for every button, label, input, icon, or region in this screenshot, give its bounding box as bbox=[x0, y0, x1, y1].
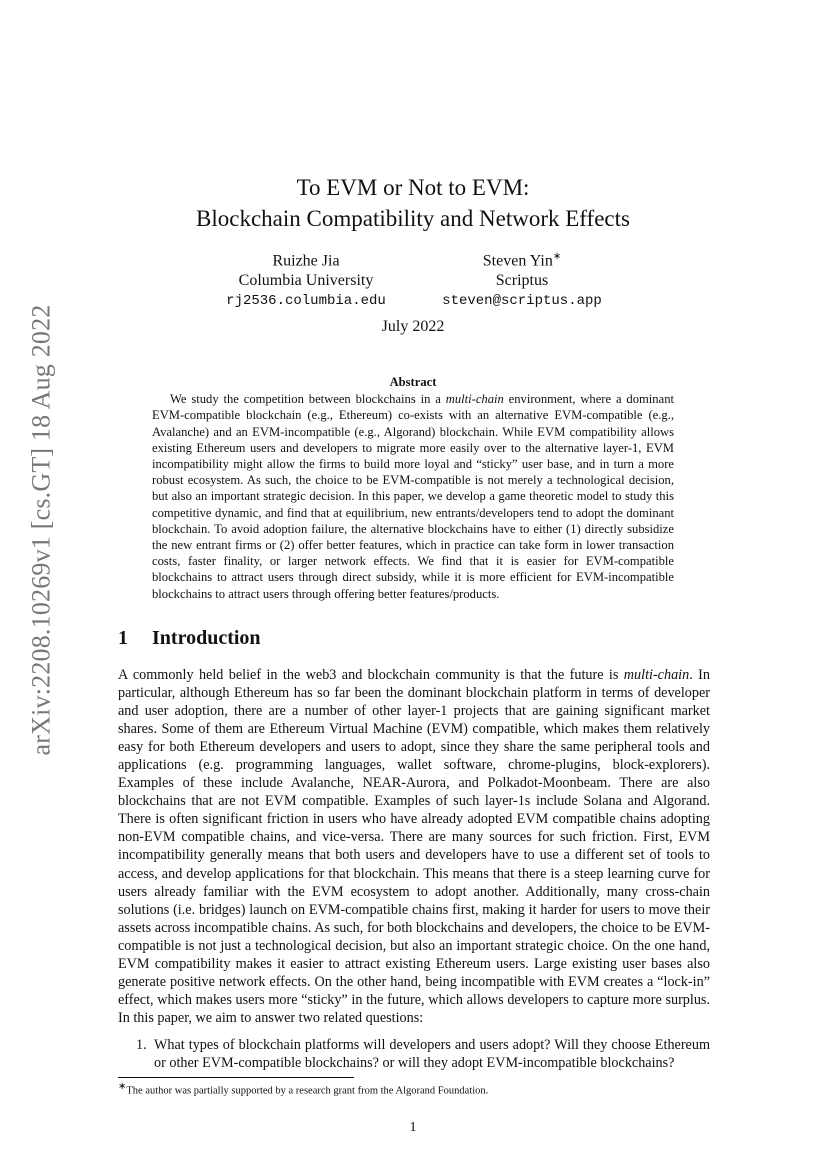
section-number: 1 bbox=[118, 627, 128, 649]
title-line-2: Blockchain Compatibility and Network Effects bbox=[196, 206, 630, 231]
abstract bbox=[152, 374, 674, 602]
author-affiliation: Scriptus bbox=[495, 272, 549, 290]
page-number: 1 bbox=[409, 1120, 417, 1135]
section-title: Introduction bbox=[152, 627, 261, 649]
abstract-heading: Abstract bbox=[389, 375, 437, 389]
arxiv-identifier-text: arXiv:2208.10269v1 [cs.GT] 18 Aug 2022 bbox=[26, 304, 55, 756]
footnote bbox=[118, 1080, 718, 1098]
author-email: rj2536.columbia.edu bbox=[226, 293, 386, 310]
author-steven-yin bbox=[432, 247, 612, 311]
title-line-1: To EVM or Not to EVM: bbox=[296, 175, 530, 200]
introduction-body bbox=[118, 666, 710, 1072]
author-ruizhe-jia bbox=[218, 247, 394, 311]
footnote-text: The author was partially supported by a research grant from the Algorand Foundation. bbox=[126, 1085, 489, 1097]
author-affiliation: Columbia University bbox=[238, 272, 374, 290]
list-item-number: 1. bbox=[136, 1036, 147, 1053]
paper-title bbox=[0, 172, 826, 234]
author-email: steven@scriptus.app bbox=[442, 293, 602, 310]
arxiv-identifier-stamp bbox=[17, 304, 65, 756]
list-item bbox=[118, 1036, 710, 1072]
paper-date: July 2022 bbox=[381, 318, 445, 335]
intro-paragraph: A commonly held belief in the web3 and blockchain community is that the future is multi-chain. In particular, although Ethereum has so far been the dominant blockchain platform in terms of developer and user adoption, there are a number of other layer-1 projects that are gaining significant market shares. Some of them are Ethereum Virtual Machine (EVM) compatible, which makes them relatively easy for both Ethereum developers and users to adopt, since they share the same peripheral tools and applications (e.g. programming languages, wallet software, chrome-plugins, block-explorers). Examples of these include Avalanche, NEAR-Aurora, and Polkadot-Moonbeam. There are also blockchains that are not EVM compatible. Examples of such layer-1s include Solana and Algorand. There is often significant friction in users who have already adopted EVM compatible chains adopting non-EVM compatible chains, and vice-versa. There are many sources for such friction. First, EVM incompatibility generally means that both users and developers have to use a different set of tools to access, and develop applications for that blockchain. This means that there is a steep learning curve for users already familiar with the EVM ecosystem to adopt another. Additionally, many cross-chain solutions (i.e. bridges) launch on EVM-compatible chains first, making it harder for users to move their assets across incompatible chains. As such, for both blockchains and developers, the choice to be EVM-compatible is not just a technological decision, but also an important strategic choice. On the one hand, EVM compatibility makes it easier to attract existing Ethereum users. Large existing user bases also generate positive network effects. On the other hand, being incompatible with EVM creates a “lock-in” effect, which makes users more “sticky” in the future, which allows developers to capture more surplus. In this paper, we aim to answer two related questions: bbox=[118, 667, 710, 1026]
research-questions-list bbox=[118, 1036, 710, 1072]
section-heading-introduction bbox=[118, 627, 261, 650]
abstract-paragraph: We study the competition between blockchains in a multi-chain environment, where a dominant EVM-compatible blockchain (e.g., Ethereum) co-exists with an alternative EVM-compatible (e.g., Avalanche) and an EVM-incompatible (e.g., Algorand) blockchain. While EVM compatibility allows existing Ethereum users and developers to migrate more easily over to the alternative layer-1, EVM incompatibility might allow the firms to build more loyal and “sticky” user base, and in turn a more robust ecosystem. As such, the choice to be EVM-compatible is not merely a technological decision, but also an important strategic decision. In this paper, we develop a game theoretic model to study this competitive dynamic, and find that at equilibrium, new entrants/developers tend to adopt the dominant blockchain. To avoid adoption failure, the alternative blockchains have to either (1) directly subsidize the new entrant firms or (2) offer better features, which in practice can take form in lower transaction costs, faster finality, or larger network effects. We find that it is easier for EVM-compatible blockchains to attract users through direct subsidy, while it is more efficient for EVM-incompatible blockchains to attract users through offering better features/products. bbox=[152, 392, 674, 601]
author-name: Ruizhe Jia bbox=[272, 252, 340, 270]
list-item-text: What types of blockchain platforms will developers and users adopt? Will they choose Ethereum or other EVM-compatible blockchains? or will they adopt EVM-incompatible blockchains? bbox=[154, 1036, 710, 1071]
author-name: Steven Yin∗ bbox=[482, 251, 562, 270]
footnote-divider bbox=[118, 1077, 354, 1078]
footnote-mark: ∗ bbox=[118, 1081, 127, 1092]
